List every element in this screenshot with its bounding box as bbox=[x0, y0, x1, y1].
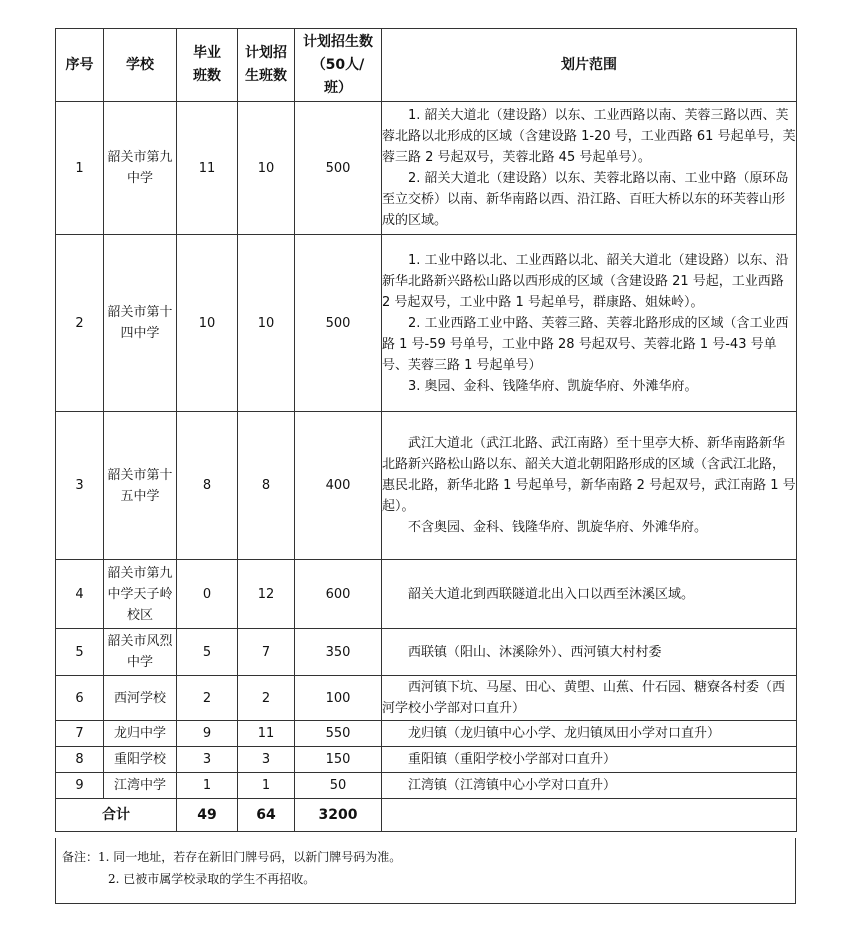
row-plan-classes: 3 bbox=[238, 747, 295, 773]
row-grad: 3 bbox=[177, 747, 238, 773]
row-plan-classes: 10 bbox=[238, 235, 295, 412]
header-school: 学校 bbox=[104, 29, 177, 102]
row-scope bbox=[382, 676, 797, 721]
row-no: 5 bbox=[56, 629, 104, 676]
row-school: 韶关市第十五中学 bbox=[104, 412, 177, 560]
row-plan-students: 100 bbox=[295, 676, 382, 721]
row-no: 3 bbox=[56, 412, 104, 560]
row-grad: 11 bbox=[177, 102, 238, 235]
table-row bbox=[56, 235, 797, 412]
scope-item: 韶关大道北到西联隧道北出入口以西至沐溪区域。 bbox=[408, 586, 695, 602]
row-grad: 5 bbox=[177, 629, 238, 676]
row-plan-students: 500 bbox=[295, 235, 382, 412]
row-scope bbox=[382, 629, 797, 676]
scope-item: 1. 韶关大道北（建设路）以东、工业西路以南、芙蓉三路以西、芙蓉北路以北形成的区域（含建设路 1-20 号，工业西路 61 号起单号，芙蓉三路 2 号起双号，芙蓉北路 45 号起单号）。 bbox=[382, 108, 796, 165]
row-school: 重阳学校 bbox=[104, 747, 177, 773]
header-grad-classes: 毕业班数 bbox=[177, 29, 238, 102]
note-line-1: 备注：1. 同一地址，若存在新旧门牌号码，以新门牌号码为准。 bbox=[62, 850, 402, 864]
row-grad: 0 bbox=[177, 560, 238, 629]
total-grad: 49 bbox=[177, 799, 238, 832]
scope-item: 西联镇（阳山、沐溪除外）、西河镇大村村委 bbox=[408, 644, 662, 660]
row-plan-students: 600 bbox=[295, 560, 382, 629]
total-plan-students: 3200 bbox=[295, 799, 382, 832]
table-row bbox=[56, 721, 797, 747]
enrollment-table bbox=[55, 28, 797, 832]
table-row bbox=[56, 102, 797, 235]
table-row bbox=[56, 560, 797, 629]
header-plan-students: 计划招生数（50人/班） bbox=[295, 29, 382, 102]
row-no: 7 bbox=[56, 721, 104, 747]
row-school: 江湾中学 bbox=[104, 773, 177, 799]
table-row bbox=[56, 629, 797, 676]
header-no: 序号 bbox=[56, 29, 104, 102]
row-no: 8 bbox=[56, 747, 104, 773]
header-plan-classes: 计划招生班数 bbox=[238, 29, 295, 102]
row-no: 6 bbox=[56, 676, 104, 721]
scope-item: 不含奥园、金科、钱隆华府、凯旋华府、外滩华府。 bbox=[408, 520, 708, 535]
table-row bbox=[56, 747, 797, 773]
total-plan-classes: 64 bbox=[238, 799, 295, 832]
row-plan-students: 50 bbox=[295, 773, 382, 799]
table-row bbox=[56, 773, 797, 799]
row-plan-classes: 7 bbox=[238, 629, 295, 676]
header-scope: 划片范围 bbox=[382, 29, 797, 102]
scope-item: 重阳镇（重阳学校小学部对口直升） bbox=[408, 752, 617, 767]
row-grad: 2 bbox=[177, 676, 238, 721]
row-no: 9 bbox=[56, 773, 104, 799]
table-row bbox=[56, 412, 797, 560]
note-line-2: 2. 已被市属学校录取的学生不再招收。 bbox=[108, 872, 316, 886]
row-plan-classes: 12 bbox=[238, 560, 295, 629]
notes-box bbox=[55, 838, 796, 904]
row-scope bbox=[382, 773, 797, 799]
row-plan-classes: 2 bbox=[238, 676, 295, 721]
row-school: 韶关市第十四中学 bbox=[104, 235, 177, 412]
scope-item: 西河镇下坑、马屋、田心、黄塱、山蕉、什石园、糖寮各村委（西河学校小学部对口直升） bbox=[382, 680, 786, 716]
scope-item: 1. 工业中路以北、工业西路以北、韶关大道北（建设路）以东、沿新华北路新兴路松山路以西形成的区域（含建设路 21 号起，工业西路 2 号起双号，工业中路 1 号起单号，群康路、姐妹岭）。 bbox=[382, 252, 789, 310]
row-plan-classes: 1 bbox=[238, 773, 295, 799]
scope-item: 2. 韶关大道北（建设路）以东、芙蓉北路以南、工业中路（原环岛至立交桥）以南、新华南路以西、沿江路、百旺大桥以东的环芙蓉山形成的区域。 bbox=[382, 171, 789, 228]
total-label: 合计 bbox=[56, 799, 177, 832]
row-grad: 10 bbox=[177, 235, 238, 412]
row-scope bbox=[382, 102, 797, 235]
row-plan-students: 500 bbox=[295, 102, 382, 235]
scope-item: 武江大道北（武江北路、武江南路）至十里亭大桥、新华南路新华北路新兴路松山路以东、韶关大道北朝阳路形成的区域（含武江北路，惠民北路，新华北路 1 号起单号，新华南路 2 号起双号，武江南路 1 号起）。 bbox=[382, 436, 796, 514]
row-scope bbox=[382, 412, 797, 560]
row-scope bbox=[382, 560, 797, 629]
row-grad: 9 bbox=[177, 721, 238, 747]
row-school: 西河学校 bbox=[104, 676, 177, 721]
row-scope bbox=[382, 747, 797, 773]
row-plan-students: 400 bbox=[295, 412, 382, 560]
row-plan-classes: 11 bbox=[238, 721, 295, 747]
row-school: 龙归中学 bbox=[104, 721, 177, 747]
total-scope-empty bbox=[382, 799, 797, 832]
row-school: 韶关市第九中学天子岭校区 bbox=[104, 560, 177, 629]
row-scope bbox=[382, 235, 797, 412]
table-row bbox=[56, 676, 797, 721]
row-no: 2 bbox=[56, 235, 104, 412]
scope-item: 龙归镇（龙归镇中心小学、龙归镇凤田小学对口直升） bbox=[408, 726, 721, 741]
row-plan-students: 550 bbox=[295, 721, 382, 747]
row-plan-students: 350 bbox=[295, 629, 382, 676]
row-no: 4 bbox=[56, 560, 104, 629]
row-scope bbox=[382, 721, 797, 747]
header-row bbox=[56, 29, 797, 102]
row-plan-students: 150 bbox=[295, 747, 382, 773]
total-row bbox=[56, 799, 797, 832]
scope-item: 2. 工业西路工业中路、芙蓉三路、芙蓉北路形成的区域（含工业西路 1 号-59 号单号，工业中路 28 号起双号、芙蓉北路 1 号-43 号单号、芙蓉三路 1 号起单号） bbox=[382, 315, 789, 373]
row-grad: 1 bbox=[177, 773, 238, 799]
row-school: 韶关市风烈中学 bbox=[104, 629, 177, 676]
row-plan-classes: 10 bbox=[238, 102, 295, 235]
scope-item: 3. 奥园、金科、钱隆华府、凯旋华府、外滩华府。 bbox=[408, 378, 698, 394]
row-plan-classes: 8 bbox=[238, 412, 295, 560]
row-grad: 8 bbox=[177, 412, 238, 560]
row-school: 韶关市第九中学 bbox=[104, 102, 177, 235]
scope-item: 江湾镇（江湾镇中心小学对口直升） bbox=[408, 778, 617, 793]
row-no: 1 bbox=[56, 102, 104, 235]
